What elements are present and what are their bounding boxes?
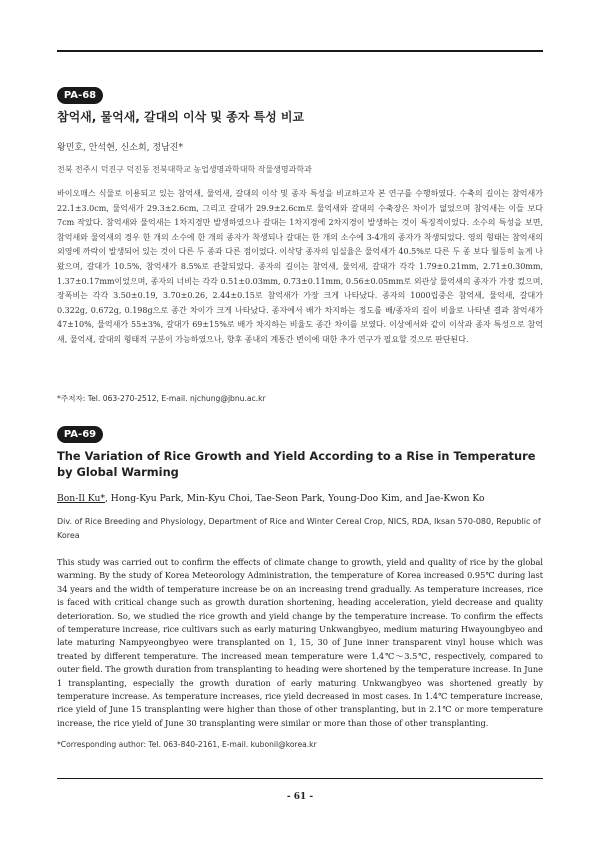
- bottom-rule: [57, 778, 543, 779]
- abstract-title-english: The Variation of Rice Growth and Yield According to a Rise in Temperature by Global Warming: [57, 449, 536, 479]
- abstract-title-korean: 참억새, 물억새, 갈대의 이삭 및 종자 특성 비교: [57, 110, 305, 124]
- abstract-code-badge-2: PA-69: [57, 426, 103, 443]
- abstract-body-english: This study was carried out to confirm the effects of climate change to growth, yield and quality of rice by the global warming. By the study of Korea Meteorology Administration, the temperature of Korea increased 0.95℃ during last 34 years and the width of temperature increase be on an increasing trend gradually. As temperature increases, rice is faced with critical change such as growth duration shortening, heading acceleration, yield decrease and quality deterioration. So, we studied the rice growth and yield change by the temperature increase. To confirm the effects of temperature increase, rice cultivars such as early maturing Unkwangbyeo, medium maturing Hwayoungbyeo and late maturing Nampyeongbyeo were transplanted on 1, 15, 30 of June inner transparent vinyl house which was treated by different temperature. The increased mean temperature were 1.4℃～3.5℃, respectively, compared to outer field. The growth duration from transplanting to heading were shortened by the temperature increase. In June 1 transplanting, especially the growth duration of early maturing Unkwangbyeo was shortened greatly by temperature increase. As temperature increases, rice yield decreased in most cases. In 1.4℃ temperature increase, rice yield of June 15 transplanting were higher than those of other transplanting, but in 2.1℃ or more temperature increase, the rice yield of June 30 transplanting were similar or more than those of other transplanting.: [57, 557, 543, 728]
- corresponding-author-english: *Corresponding author: Tel. 063-840-2161, E-mail. kubonil@korea.kr: [57, 740, 317, 749]
- affiliation-english: Div. of Rice Breeding and Physiology, Department of Rice and Winter Cereal Crop, NICS, RDA, Iksan 570-080, Republic of Korea: [57, 517, 541, 540]
- page-number: - 61 -: [286, 792, 314, 802]
- corresponding-author-korean: *주저자: Tel. 063-270-2512, E-mail. njchung@jbnu.ac.kr: [57, 394, 266, 403]
- author-list-korean: 왕민호, 안석현, 신소희, 정남진*: [57, 143, 183, 153]
- abstract-code-badge: PA-68: [57, 87, 103, 104]
- author-list-english: [57, 493, 485, 504]
- first-author: Bon-Il Ku*: [57, 493, 105, 504]
- top-rule: [57, 50, 543, 52]
- abstract-body-korean: 바이오매스 식물로 이용되고 있는 참억새, 물억새, 갈대의 이삭 및 종자 특성을 비교하고자 본 연구를 수행하였다. 수축의 길이는 참억새가 22.1±3.0cm, 물억새가 29.3±2.6cm, 그리고 갈대가 29.9±2.6cm로 물억새와 갈대의 수축장은 차이가 없었으며 참억새는 이들 보다 7cm 작았다. 참억새와 물억새는 1차지경만 발생하였으나 갈대는 1차지경에 2차지경이 발생하는 것이 특징적이었다. 소수의 특성을 보면, 참억새와 물억새의 경우 한 개의 소수에 한 개의 종자가 착생되나 갈대는 한 개의 소수에 3-4개의 종자가 착생되었다. 영의 형태는 참억새의 외영에 까락이 발생되어 있는 것이 다른 두 종과 다른 점이었다. 이삭당 종자의 임실율은 물억새가 40.5%로 다른 두 종 보다 월등히 높게 나왔으며, 갈대가 10.5%, 참억새가 8.5%로 관찰되었다. 종자의 길이는 참억새, 물억새, 갈대가 각각 1.79±0.21mm, 2.71±0.30mm, 1.37±0.17mm이었으며, 종자의 너비는 각각 0.51±0.03mm, 0.73±0.11mm, 0.56±0.05mm로 외관상 물억새의 종자가 가장 컸으며, 장폭비는 각각 3.50±0.19, 3.70±0.26, 2.44±0.15로 참억새가 가장 크게 나타났다. 종자의 1000립중은 참억새, 물억새, 갈대가 0.322g, 0.672g, 0.198g으로 종간 차이가 크게 나타났다. 종자에서 배가 차지하는 정도를 배/종자의 길이 비율로 나타낸 결과 참억새가 47±10%, 물억새가 55±3%, 갈대가 69±15%로 배가 차지하는 비율도 종간 차이를 보였다. 이상에서와 같이 이삭과 종자 특성으로 참억새, 물억새, 갈대의 형태적 구분이 가능하였으나, 향후 종내의 계통간 변이에 대한 추가 연구가 필요할 것으로 판단된다.: [57, 189, 543, 344]
- co-authors: , Hong-Kyu Park, Min-Kyu Choi, Tae-Seon Park, Young-Doo Kim, and Jae-Kwon Ko: [104, 493, 485, 504]
- affiliation-korean: 전북 전주시 덕진구 덕진동 전북대학교 농업생명과학대학 작물생명과학과: [57, 165, 312, 174]
